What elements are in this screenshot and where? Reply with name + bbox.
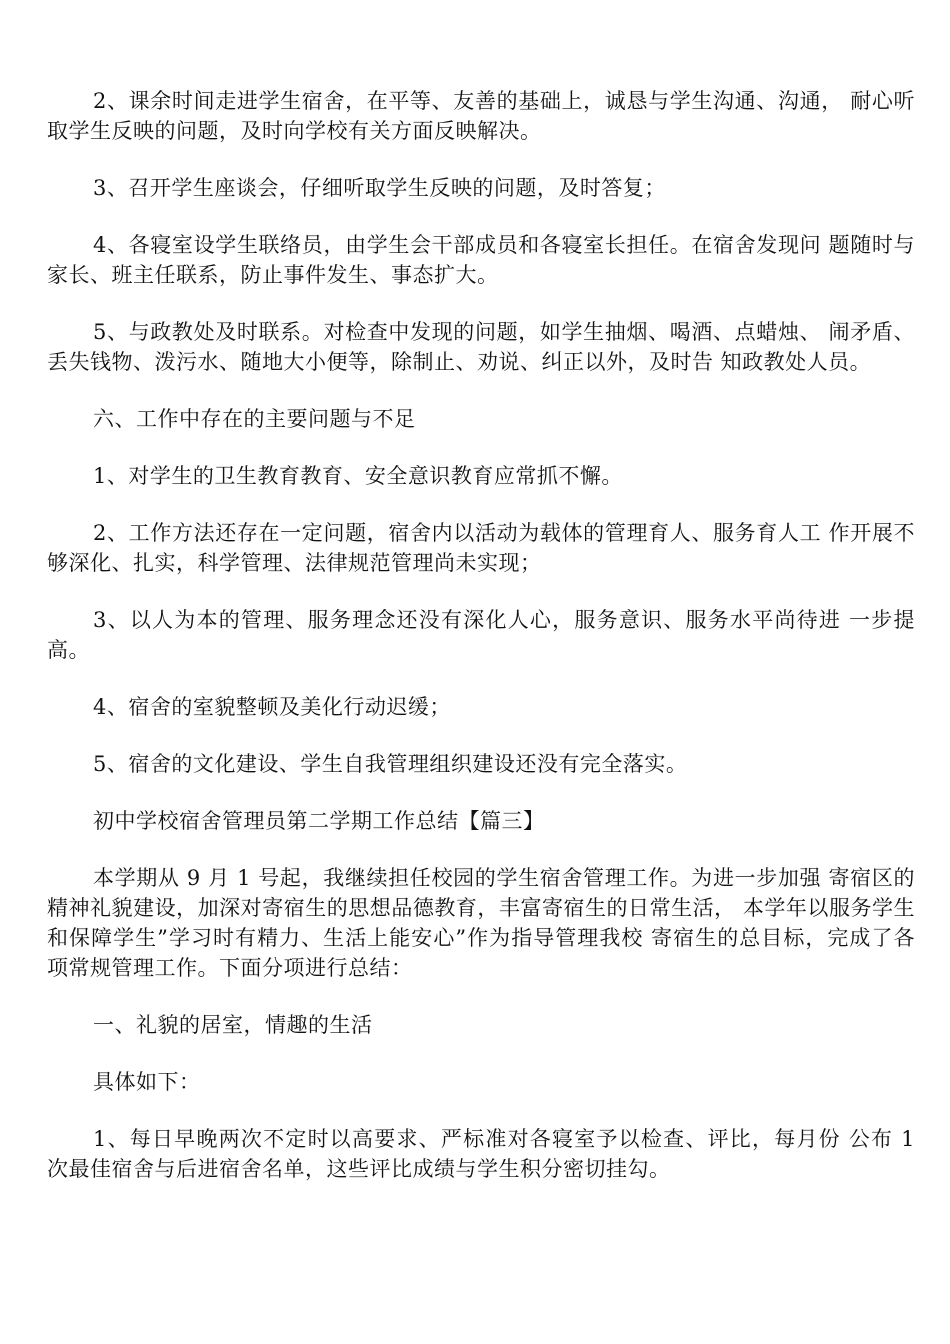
paragraph-problem-2: 2、工作方法还存在一定问题，宿舍内以活动为载体的管理育人、服务育人工 作开展不够深化、扎实，科学管理、法律规范管理尚未实现； (47, 521, 915, 575)
paragraph-problem-5: 5、宿舍的文化建设、学生自我管理组织建设还没有完全落实。 (93, 752, 688, 776)
section-heading-problems: 六、工作中存在的主要问题与不足 (93, 407, 416, 431)
paragraph-details-label: 具体如下： (93, 1070, 201, 1094)
paragraph-problem-4: 4、宿舍的室貌整顿及美化行动迟缓； (93, 695, 451, 719)
paragraph-liaison: 4、各寝室设学生联络员，由学生会干部成员和各寝室长担任。在宿舍发现问 题随时与家长、班主任联系，防止事件发生、事态扩大。 (47, 233, 915, 287)
paragraph-dorm-visits: 2、课余时间走进学生宿舍，在平等、友善的基础上，诚恳与学生沟通、沟通， 耐心听取学生反映的问题，及时向学校有关方面反映解决。 (47, 89, 915, 143)
paragraph-student-forum: 3、召开学生座谈会，仔细听取学生反映的问题，及时答复； (93, 176, 666, 200)
section-heading-living: 一、礼貌的居室，情趣的生活 (93, 1013, 373, 1037)
article-title-part3: 初中学校宿舍管理员第二学期工作总结【篇三】 (93, 809, 545, 833)
paragraph-intro: 本学期从 9 月 1 号起，我继续担任校园的学生宿舍管理工作。为进一步加强 寄宿区的精神礼貌建设，加深对寄宿生的思想品德教育，丰富寄宿生的日常生活， 本学年以服务学生和保障学生”学习时有精力、生活上能安心”作为指导管理我校 寄宿生的总目标，完成了各项常规管理工作。下面分项进行总结： (47, 866, 915, 980)
paragraph-contact-office: 5、与政教处及时联系。对检查中发现的问题，如学生抽烟、喝酒、点蜡烛、 闹矛盾、丢失钱物、泼污水、随地大小便等，除制止、劝说、纠正以外，及时告 知政教处人员。 (47, 320, 915, 374)
paragraph-problem-3: 3、以人为本的管理、服务理念还没有深化人心，服务意识、服务水平尚待进 一步提高。 (47, 608, 915, 662)
document-page (47, 86, 915, 1184)
paragraph-daily-inspection: 1、每日早晚两次不定时以高要求、严标准对各寝室予以检查、评比，每月份 公布 1 次最佳宿舍与后进宿舍名单，这些评比成绩与学生积分密切挂勾。 (47, 1127, 915, 1181)
paragraph-problem-1: 1、对学生的卫生教育教育、安全意识教育应常抓不懈。 (93, 464, 623, 488)
